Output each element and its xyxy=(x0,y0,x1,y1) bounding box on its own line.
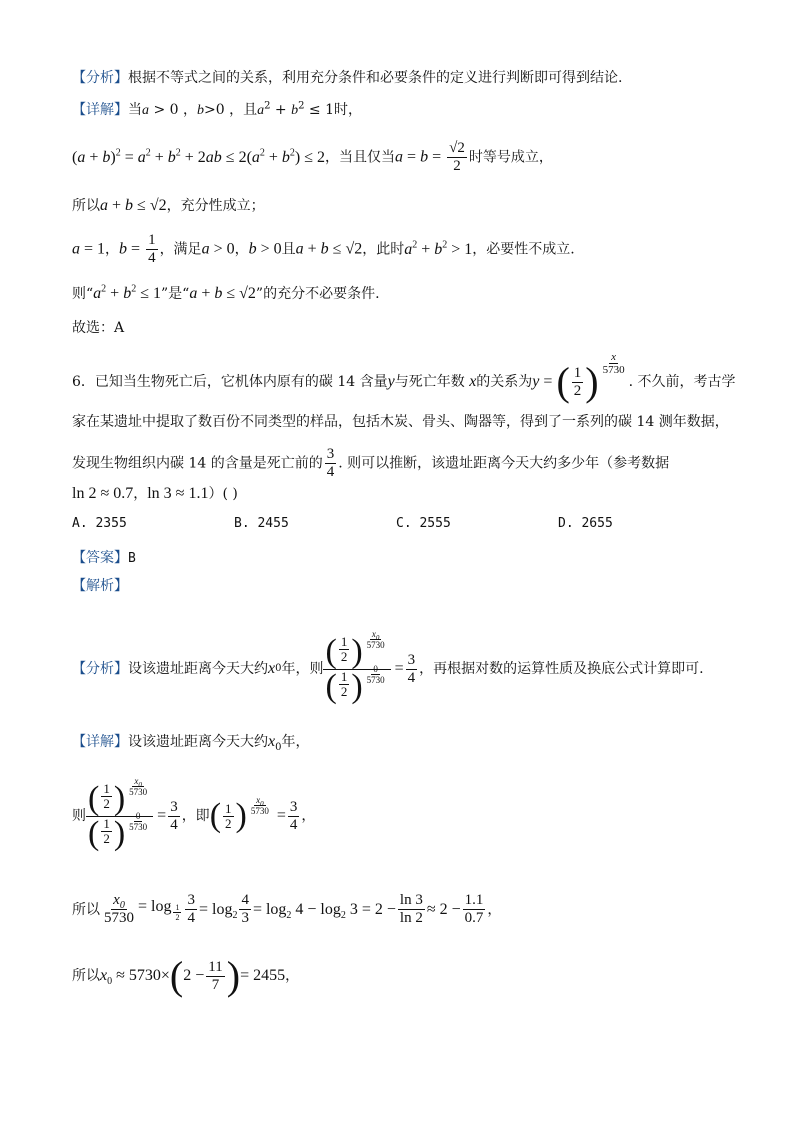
detail-intro: 当a > 0 ，b>0 ，且$a^2 + b^2 \le 1$时， xyxy=(128,100,363,118)
q6-text-d: . 不久前，考古学 xyxy=(628,374,736,390)
detail-2-tag: 【详解】 xyxy=(72,734,128,750)
question-6-line-2: 家在某遗址中提取了数百份不同类型的样品，包括木炭、骨头、陶器等，得到了一系列的碳 14 测年数据， xyxy=(72,414,729,430)
analysis-2-text-a: 设该遗址距离今天大约 xyxy=(128,661,268,677)
step-2-prefix: 所以 xyxy=(72,968,100,984)
half: $\frac{1}{2}$ xyxy=(573,364,582,399)
three-quarters-3: $\frac{3}{4}$ xyxy=(170,798,178,833)
question-6-line-4: ln 2 ≈ 0.7，ln 3 ≈ 1.1）( ) xyxy=(72,485,238,502)
detail-2-text-b: 年， xyxy=(281,734,310,750)
detail-2-equation: 则 ( $\frac{1}{2}$ ) $\frac{x_0}{5730}$ ( $\frac{1}{2}$ ) $\frac{0}{5730}$ = $\frac{3}{4}$ ，即 ( $\frac{1}{2}$ ) $\frac{x_0}{5730}$ = $\frac{3}{4}$ ， xyxy=(72,775,316,852)
detail-2-text-a: 设该遗址距离今天大约 xyxy=(128,734,268,750)
q6-text-b: 与死亡年数 xyxy=(394,374,465,390)
one-quarter: $\frac{1}{4}$ xyxy=(148,232,156,266)
sufficiency-line: 所以a + b ≤ √2，充分性成立； xyxy=(72,197,265,214)
question-6-line-3 xyxy=(72,446,669,481)
detail-2-line: 【详解】设该遗址距离今天大约$x_0$年， xyxy=(72,733,310,753)
detail-line xyxy=(72,100,362,121)
analysis-2-text-b: 年，则 xyxy=(281,661,324,677)
q6-text-e: 发现生物组织内碳 14 的含量是死亡前的 xyxy=(72,455,323,472)
sqrt2-over-2: $\frac{√2}{2}$ xyxy=(449,140,465,174)
step-1-line: 所以 $\frac{x_0}{5730}$ = log $_{\frac{1}{2}}$ $\frac{3}{4}$ = $\log_2$ $\frac{4}{3}$ = $\log_2 4 - \log_2 3 = 2$ − $\frac{\ln 3}{\ln 2}$ ≈ 2 − $\frac{1.1}{0.7}$ ， xyxy=(72,892,502,926)
analysis-line xyxy=(72,68,622,88)
ze-text: 则 xyxy=(72,808,86,824)
question-6-line-1: 6．已知当生物死亡后，它机体内原有的碳 14 含量y与死亡年数 x的关系为y = ( $\frac{1}{2}$ ) $^{\frac{x}{5730}}$ . 不久前，考古学 xyxy=(72,351,736,404)
equation-1: $(a + b)^2 = a^2 + b^2 + 2ab \le 2(a^2 + b^2) \le 2$，当且仅当a = b = $\frac{√2}{2}$ 时等号成立， xyxy=(72,140,553,174)
x0-over-5730: $\frac{x_0}{5730}$ xyxy=(104,892,134,926)
step-2-line: 所以 $x_0 \approx 5730\times$ ( 2 − $\frac{11}{7}$ ) = 2455 ， xyxy=(72,953,300,998)
answer-line xyxy=(72,548,136,569)
jiexi-tag: 【解析】 xyxy=(72,578,128,594)
answer-tag: 【答案】 xyxy=(72,550,128,566)
conclusion-line: 则“$a^2 + b^2 \le 1$”是“a + b ≤ √2”的充分不必要条件. xyxy=(72,283,380,302)
q6-text-a: 6．已知当生物死亡后，它机体内原有的碳 14 含量 xyxy=(72,374,388,390)
detail-tag: 【详解】 xyxy=(72,102,128,118)
analysis-2-tag: 【分析】 xyxy=(72,661,128,677)
option-a: A. 2355 xyxy=(72,516,127,531)
option-d: D. 2655 xyxy=(558,516,613,531)
three-quarters-2: $\frac{3}{4}$ xyxy=(407,651,416,686)
x-over-5730: x 5730 xyxy=(602,351,625,377)
ji-text: ，即 xyxy=(181,808,210,824)
analysis-2-line: 【分析】 设该遗址距离今天大约 x 0 年，则 ( $\frac{1}{2}$ ) $\frac{x_0}{5730}$ ( $\frac{1}{2}$ ) $\frac{0}{5730}$ = $\frac{3}{4}$ ，再根据对数的运算性质及换底公式计算即可. xyxy=(72,628,704,705)
analysis-text: 根据不等式之间的关系，利用充分条件和必要条件的定义进行判断即可得到结论. xyxy=(128,70,623,86)
q6-text-c: 的关系为 xyxy=(476,374,533,390)
analysis-heading xyxy=(72,576,128,596)
analysis-2-text-c: ，再根据对数的运算性质及换底公式计算即可. xyxy=(419,661,704,677)
step-1-prefix: 所以 xyxy=(72,901,100,918)
answer-value: B xyxy=(128,551,136,566)
counter-example-line: a = 1，b = $\frac{1}{4}$ ，满足a > 0，b > 0且a + b ≤ √2，此时$a^2 + b^2 > 1$，必要性不成立. xyxy=(72,232,575,266)
option-b: B. 2455 xyxy=(234,516,289,531)
q6-text-f: . 则可以推断，该遗址距离今天大约多少年（参考数据 xyxy=(338,455,670,472)
analysis-tag: 【分析】 xyxy=(72,70,128,86)
choice-text: 故选：A xyxy=(72,320,125,336)
choice-line xyxy=(72,318,124,338)
ratio-fraction-2: ( $\frac{1}{2}$ ) $\frac{x_0}{5730}$ ( $\frac{1}{2}$ ) $\frac{0}{5730}$ xyxy=(86,782,153,851)
three-quarters-4: $\frac{3}{4}$ xyxy=(289,798,298,833)
option-c: C. 2555 xyxy=(396,516,451,531)
ratio-fraction: ( $\frac{1}{2}$ ) $\frac{x_0}{5730}$ ( $\frac{1}{2}$ ) $\frac{0}{5730}$ xyxy=(323,635,390,704)
three-quarters: $\frac{3}{4}$ xyxy=(326,446,335,480)
